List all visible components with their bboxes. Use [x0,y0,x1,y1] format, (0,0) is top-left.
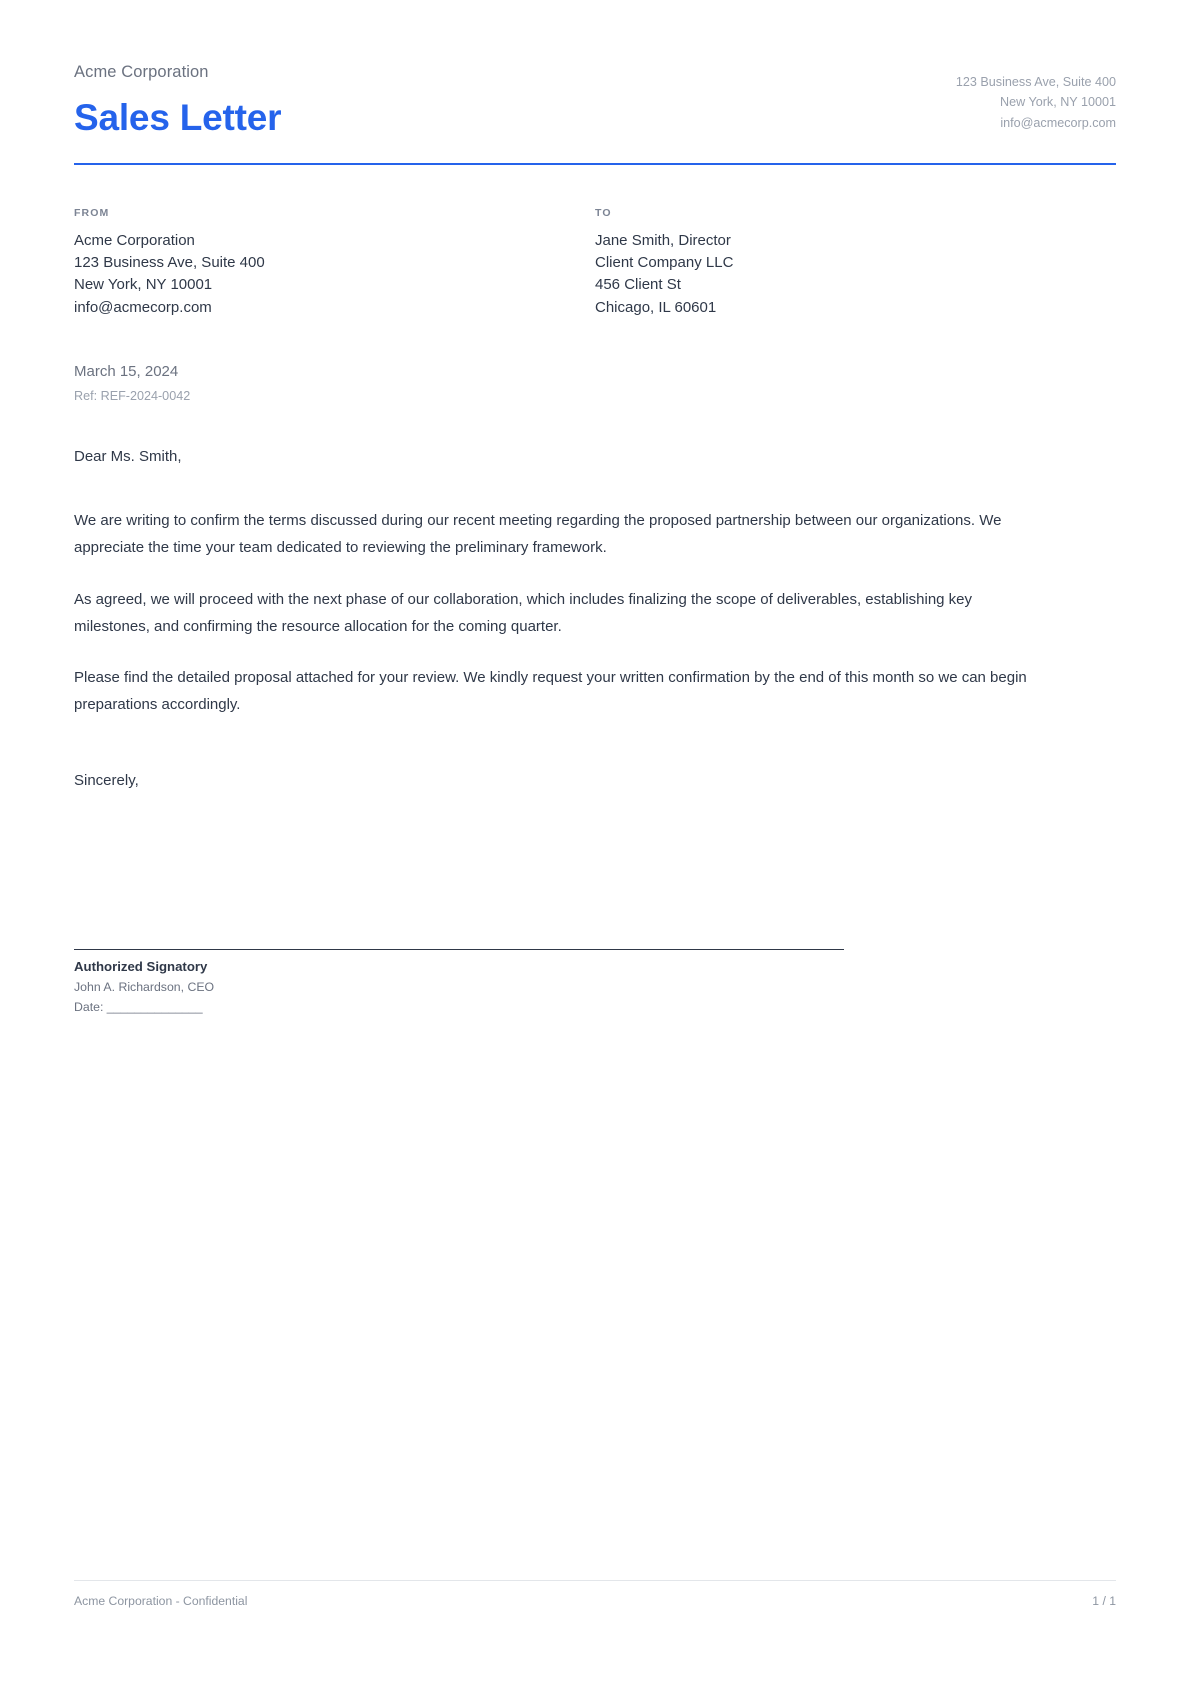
document-footer [74,1580,1116,1608]
closing-line: Sincerely, [74,771,139,789]
body-paragraph: We are writing to confirm the terms discussed during our recent meeting regarding the proposed partnership between our organizations. We appreciate the time your team dedicated to reviewing the preliminary framework. [74,512,1002,557]
signature-line [74,949,844,950]
recipient-block [595,207,1116,319]
signature-block [74,949,844,1016]
header-accent-rule [74,163,1116,165]
parties-section [74,207,1116,319]
header-contact-city: New York, NY 10001 [1000,95,1116,110]
sender-label: FROM [74,207,110,220]
recipient-line: Jane Smith, Director [595,232,731,250]
body-paragraph: As agreed, we will proceed with the next phase of our collaboration, which includes finalizing the scope of deliverables, establishing key milestones, and confirming the resource allocation for the coming quarter. [74,590,973,635]
sender-block [74,207,595,319]
signature-date-field: Date: ______________ [74,999,203,1014]
footer-page-number: 1 / 1 [1092,1594,1116,1608]
sender-line: 123 Business Ave, Suite 400 [74,254,265,272]
header-left-block [74,62,281,140]
letter-date: March 15, 2024 [74,362,179,380]
letter-reference: Ref: REF-2024-0042 [74,388,191,403]
body-paragraph: Please find the detailed proposal attached for your review. We kindly request your written confirmation by the end of this month so we can begin preparations accordingly. [74,669,1027,713]
sender-line: info@acmecorp.com [74,298,212,316]
letter-body [74,508,1116,718]
recipient-line: Client Company LLC [595,254,734,272]
footer-confidentiality-note: Acme Corporation - Confidential [74,1594,248,1608]
organization-name: Acme Corporation [74,63,209,81]
page-title: Sales Letter [74,97,282,139]
sender-line: Acme Corporation [74,232,195,250]
recipient-line: Chicago, IL 60601 [595,298,717,316]
sender-line: New York, NY 10001 [74,276,213,294]
header-contact-block [956,62,1116,133]
letter-meta [74,361,1116,406]
salutation: Dear Ms. Smith, [74,448,182,466]
recipient-line: 456 Client St [595,276,681,294]
signatory-name: John A. Richardson, CEO [74,980,215,995]
signatory-role: Authorized Signatory [74,958,208,974]
recipient-label: TO [595,207,612,220]
header-contact-address: 123 Business Ave, Suite 400 [955,75,1116,89]
document-header [74,0,1116,140]
header-contact-email: info@acmecorp.com [1000,115,1116,130]
